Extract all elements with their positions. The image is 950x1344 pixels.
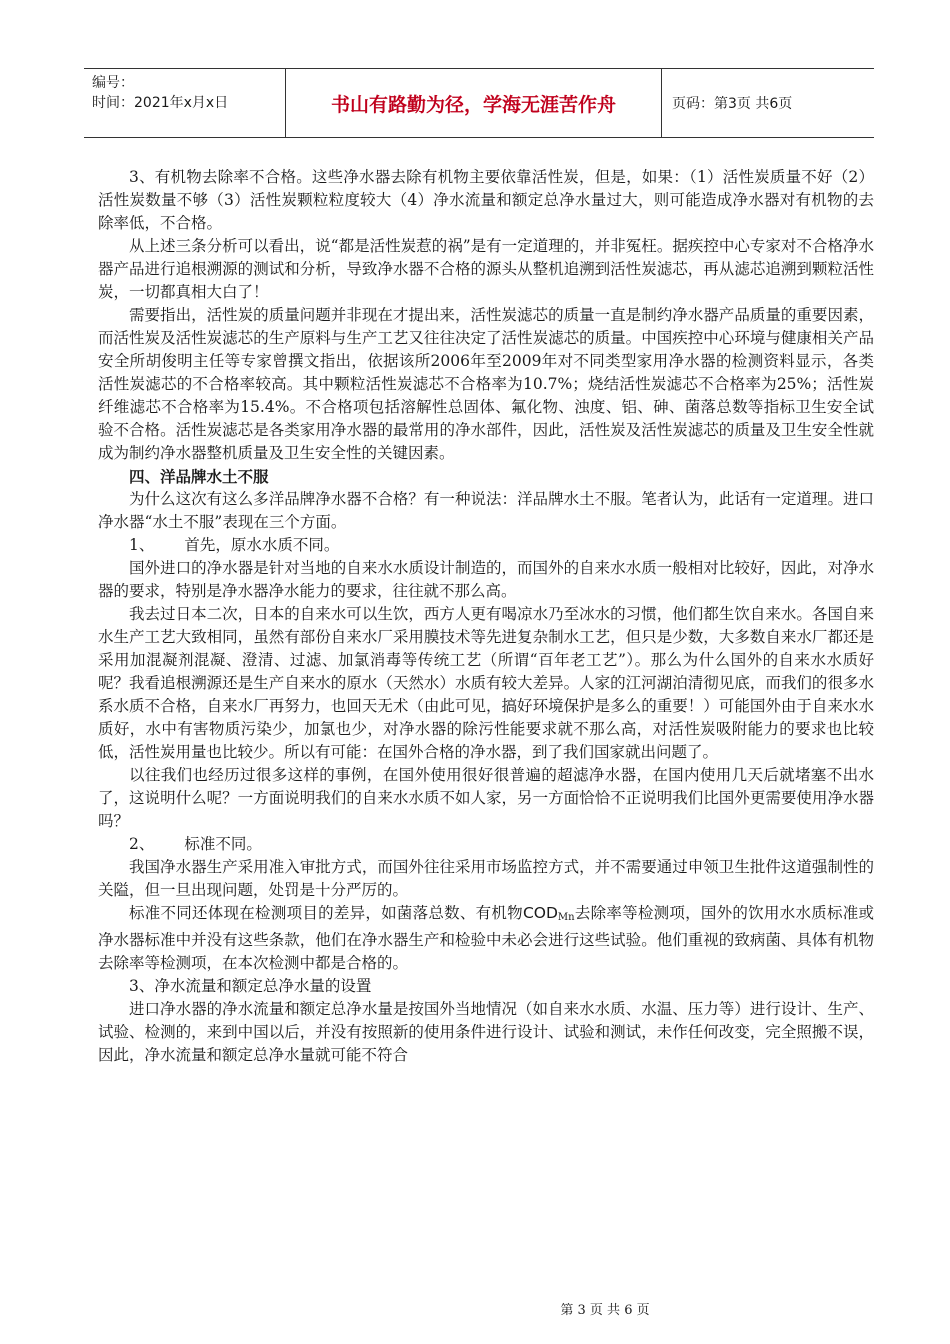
- header-motto: 书山有路勤为径，学海无涯苦作舟: [286, 69, 662, 137]
- list-number: 2、: [129, 835, 155, 853]
- section-heading: 3、净水流量和额定总净水量的设置: [129, 977, 372, 995]
- paragraph: 进口净水器的净水流量和额定总净水量是按国外当地情况（如自来水水质、水温、压力等）进行设计、生产、试验、检测的，来到中国以后，并没有按照新的使用条件进行设计、试验和测试，未作任何改变，完全照搬不误，因此，净水流量和额定总净水量就可能不符合: [98, 1000, 874, 1064]
- paragraph: 为什么这次有这么多洋品牌净水器不合格？有一种说法：洋品牌水土不服。笔者认为，此话有一定道理。进口净水器“水土不服”表现在三个方面。: [98, 490, 874, 531]
- list-item: [98, 833, 874, 856]
- list-number: 1、: [129, 536, 155, 554]
- text-run: 标准不同还体现在检测项目的差异，如菌落总数、有机物: [129, 904, 523, 922]
- header-meta: [84, 69, 286, 137]
- paragraph: 我国净水器生产采用准入审批方式，而国外往往采用市场监控方式，并不需要通过申领卫生批件这道强制性的关隘，但一旦出现问题，处罚是十分严厉的。: [98, 858, 874, 899]
- paragraph: 从上述三条分析可以看出，说“都是活性炭惹的祸”是有一定道理的，并非冤枉。据疾控中心专家对不合格净水器产品进行追根溯源的测试和分析，导致净水器不合格的源头从整机追溯到活性炭滤芯，再从滤芯追溯到颗粒活性炭，一切都真相大白了！: [98, 237, 874, 301]
- cod-term: COD: [522, 904, 558, 922]
- document-body: [98, 166, 874, 1067]
- page-footer: 第 3 页 共 6 页: [560, 1303, 650, 1318]
- time-label: 时间：2021年x月x日: [92, 95, 229, 111]
- paragraph: 我去过日本二次，日本的自来水可以生饮，西方人更有喝凉水乃至冰水的习惯，他们都生饮自来水。各国自来水生产工艺大致相同，虽然有部份自来水厂采用膜技术等先进复杂制水工艺，但只是少数，大多数自来水厂都还是采用加混凝剂混凝、澄清、过滤、加氯消毒等传统工艺（所谓“百年老工艺”）。那么为什么国外的自来水水质好呢？我看追根溯源还是生产自来水的原水（天然水）水质有较大差异。人家的江河湖泊清彻见底，而我们的很多水系水质不合格，自来水厂再努力，也回天无术（由此可见，搞好环境保护是多么的重要！）可能国外由于自来水水质好，水中有害物质污染少，加氯也少，对净水器的除污性能要求就不那么高，对活性炭吸附能力的要求也比较低，活性炭用量也比较少。所以有可能：在国外合格的净水器，到了我们国家就出问题了。: [98, 605, 874, 761]
- list-text: 首先，原水水质不同。: [184, 536, 340, 554]
- header-page-info: 页码：第3页 共6页: [672, 96, 793, 112]
- paragraph: 需要指出，活性炭的质量问题并非现在才提出来，活性炭滤芯的质量一直是制约净水器产品质量的重要因素，而活性炭及活性炭滤芯的生产原料与生产工艺又往往决定了活性炭滤芯的质量。中国疾控中心环境与健康相关产品安全所胡俊明主任等专家曾撰文指出，依据该所2006年至2009年对不同类型家用净水器的检测资料显示，各类活性炭滤芯的不合格率较高。其中颗粒活性炭滤芯不合格率为10.7%；烧结活性炭滤芯不合格率为25%；活性炭纤维滤芯不合格率为15.4%。不合格项包括溶解性总固体、氟化物、浊度、铝、砷、菌落总数等指标卫生安全试验不合格。活性炭滤芯是各类家用净水器的最常用的净水部件，因此，活性炭及活性炭滤芯的质量及卫生安全性就成为制约净水器整机质量及卫生安全性的关键因素。: [98, 306, 874, 462]
- paragraph: [98, 902, 874, 975]
- list-text: 标准不同。: [184, 835, 262, 853]
- cod-subscript: Mn: [557, 912, 575, 923]
- number-label: 编号：: [92, 75, 134, 91]
- paragraph: 国外进口的净水器是针对当地的自来水水质设计制造的，而国外的自来水水质一般相对比较好，因此，对净水器的要求，特别是净水器净水能力的要求，往往就不那么高。: [98, 559, 874, 600]
- page-header: [84, 68, 874, 138]
- section-heading: 四、洋品牌水土不服: [129, 467, 269, 486]
- paragraph: 以往我们也经历过很多这样的事例，在国外使用很好很普遍的超滤净水器，在国内使用几天后就堵塞不出水了，这说明什么呢？一方面说明我们的自来水水质不如人家，另一方面恰恰不正说明我们比国外更需要使用净水器吗？: [98, 766, 874, 830]
- text-run: 去除率等检测项，国外的饮用水水质标准或净水器标准中并没有这些条款，他们在净水器生产和检验中未必会进行这些试验。他们重视的致病菌、具体有机物去除率等检测项，在本次检测中都是合格的。: [98, 904, 874, 972]
- paragraph: 3、有机物去除率不合格。这些净水器去除有机物主要依靠活性炭，但是，如果：（1）活性炭质量不好（2）活性炭数量不够（3）活性炭颗粒粒度较大（4）净水流量和额定总净水量过大，则可能造成净水器对有机物的去除率低，不合格。: [98, 168, 874, 232]
- list-item: [98, 534, 874, 557]
